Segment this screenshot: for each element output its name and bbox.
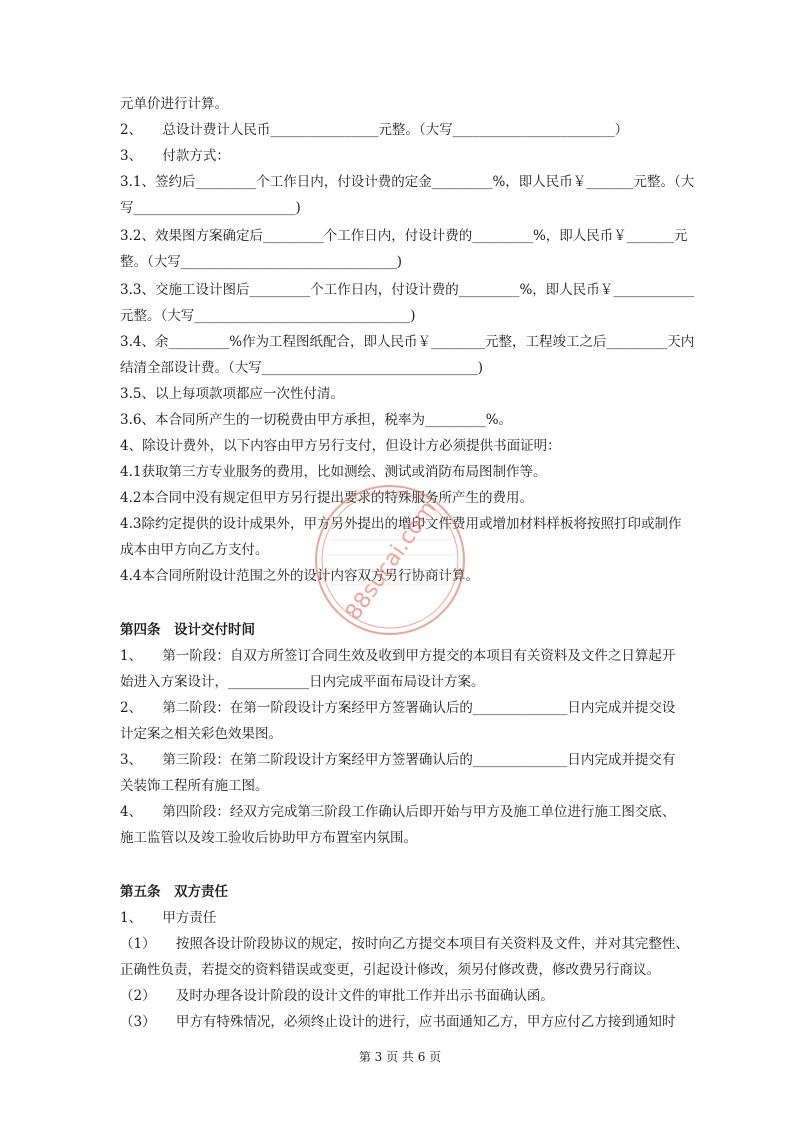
text-line: 元单价进行计算。 xyxy=(120,96,228,112)
text-line: 施工监管以及竣工验收后协助甲方布置室内氛围。 xyxy=(120,830,417,846)
text-line: 3.4、余_________%作为工程图纸配合，即人民币￥________元整，工程竣工之后_________天内 xyxy=(120,334,695,350)
text-line: 2、 总设计费计人民币________________元整。（大写________________________） xyxy=(120,122,629,138)
section-heading-5: 第五条 双方责任 xyxy=(120,884,228,900)
text-line: 3、 付款方式： xyxy=(120,148,230,164)
text-line: 1、 第一阶段：自双方所签订合同生效及收到甲方提交的本项目有关资料及文件之日算起开 xyxy=(120,648,676,664)
text-line: 始进入方案设计，____________日内完成平面布局设计方案。 xyxy=(120,674,485,690)
text-line: 4.3除约定提供的设计成果外，甲方另外提出的增印文件费用或增加材料样板将按照打印或制作 xyxy=(120,516,682,532)
svg-text:88sucai.com: 88sucai.com xyxy=(341,496,442,625)
text-line: 整。（大写________________________________) xyxy=(120,254,403,270)
text-line: 成本由甲方向乙方支付。 xyxy=(120,542,269,558)
text-line: 4.1获取第三方专业服务的费用，比如测绘、测试或消防布局图制作等。 xyxy=(120,464,547,480)
text-line: 4、除设计费外，以下内容由甲方另行支付，但设计方必须提供书面证明： xyxy=(120,438,561,454)
text-line: 4.4本合同所附设计范围之外的设计内容双方另行协商计算。 xyxy=(120,568,479,584)
text-line: 写________________________) xyxy=(120,200,301,216)
text-line: 4、 第四阶段：经双方完成第三阶段工作确认后即开始与甲方及施工单位进行施工图交底、 xyxy=(120,804,676,820)
text-line: 1、 甲方责任 xyxy=(120,910,217,926)
text-line: （3） 甲方有特殊情况，必须终止设计的进行，应书面通知乙方，甲方应付乙方接到通知时 xyxy=(120,1014,676,1030)
page-footer: 第 3 页 共 6 页 xyxy=(358,1050,442,1064)
text-line: 3.5、以上每项款项都应一次性付清。 xyxy=(120,386,344,402)
text-line: 元整。（大写________________________________) xyxy=(120,308,416,324)
text-line: 2、 第二阶段：在第一阶段设计方案经甲方签署确认后的______________日内完成并提交设 xyxy=(120,700,676,716)
text-line: 4.2本合同中没有规定但甲方另行提出要求的特殊服务所产生的费用。 xyxy=(120,490,533,506)
text-line: 3.6、本合同所产生的一切税费由甲方承担，税率为_________%。 xyxy=(120,412,513,428)
text-line: 结清全部设计费。（大写________________________________) xyxy=(120,360,484,376)
text-line: （2） 及时办理各设计阶段的设计文件的审批工作并出示书面确认函。 xyxy=(120,988,554,1004)
text-line: 正确性负责，若提交的资料错误或变更，引起设计修改，须另付修改费，修改费另行商议。 xyxy=(120,962,660,978)
text-line: 3、 第三阶段：在第二阶段设计方案经甲方签署确认后的______________日内完成并提交有 xyxy=(120,752,676,768)
text-line: 3.2、效果图方案确定后_________个工作日内，付设计费的_________%，即人民币￥_______元 xyxy=(120,228,688,244)
text-line: 计定案之相关彩色效果图。 xyxy=(120,726,282,742)
text-line: 关装饰工程所有施工图。 xyxy=(120,778,269,794)
section-heading-4: 第四条 设计交付时间 xyxy=(120,622,255,638)
text-line: 3.1、签约后_________个工作日内，付设计费的定金_________%，即人民币￥_______元整。（大 xyxy=(120,174,695,190)
text-line: 3.3、交施工设计图后_________个工作日内，付设计费的_________%，即人民币￥____________ xyxy=(120,282,695,298)
text-line: （1） 按照各设计阶段协议的规定，按时向乙方提交本项目有关资料及文件，并对其完整性、 xyxy=(120,936,689,952)
